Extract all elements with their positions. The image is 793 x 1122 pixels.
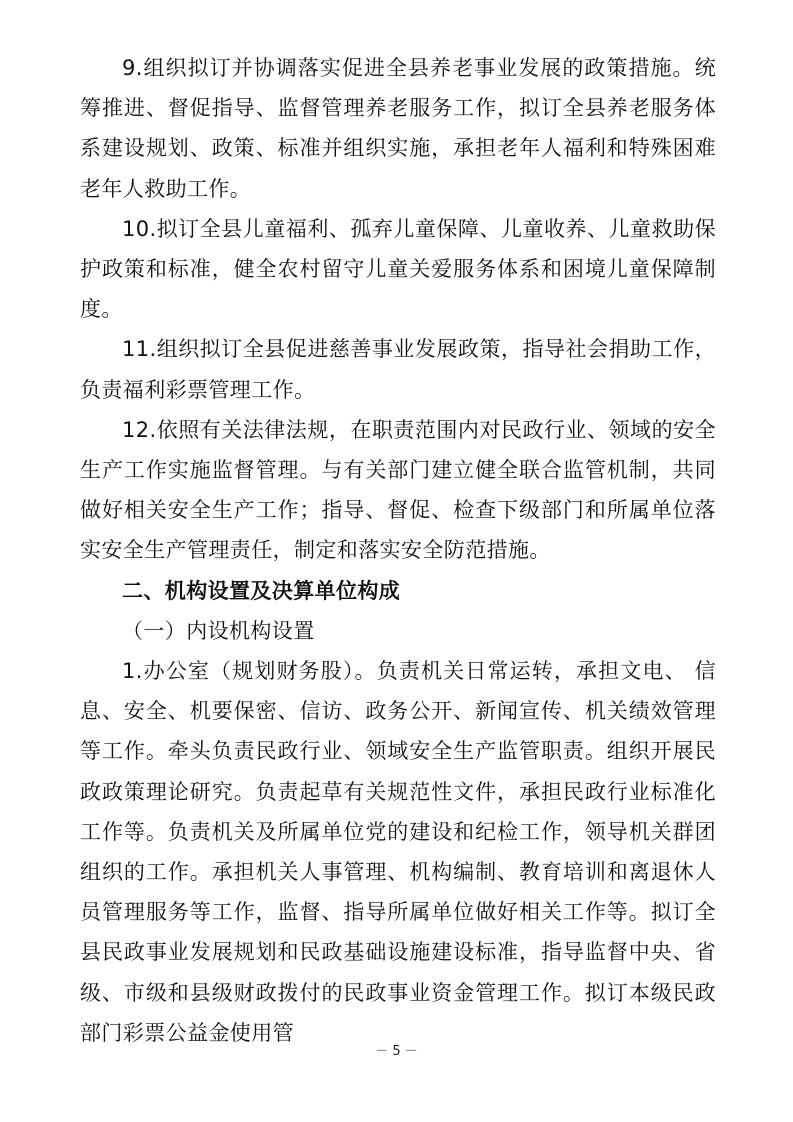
paragraph-item-11: 11.组织拟订全县促进慈善事业发展政策，指导社会捐助工作，负责福利彩票管理工作。 [80, 337, 716, 402]
page-number: － 5 － [375, 1044, 418, 1059]
subsection-heading: （一）内设机构设置 [122, 618, 315, 643]
section-heading: 二、机构设置及决算单位构成 [122, 578, 401, 603]
paragraph-item-10: 10.拟订全县儿童福利、孤弃儿童保障、儿童收养、儿童救助保护政策和标准，健全农村留守儿童关爱服务体系和困境儿童保障制度。 [80, 216, 716, 322]
paragraph-item-9: 9.组织拟订并协调落实促进全县养老事业发展的政策措施。统筹推进、督促指导、监督管理养老服务工作，拟订全县养老服务体系建设规划、政策、标准并组织实施，承担老年人福利和特殊困难老年人救助工作。 [80, 56, 716, 201]
office-paragraph: 1.办公室（规划财务股）。负责机关日常运转，承担文电、 信息、安全、机要保密、信访、政务公开、新闻宣传、机关绩效管理等工作。牵头负责民政行业、领域安全生产监管职责。组织开展民政政策理论研究。负责起草有关规范性文件，承担民政行业标准化工作等。负责机关及所属单位党的建设和纪检工作，领导机关群团组织的工作。承担机关人事管理、机构编制、教育培训和离退休人员管理服务等工作，监督、指导所属单位做好相关工作等。拟订全县民政事业发展规划和民政基础设施建设标准，指导监督中央、省级、市级和县级财政拨付的民政事业资金管理工作。拟订本级民政部门彩票公益金使用管 [80, 659, 716, 1045]
paragraph-item-12: 12.依照有关法律法规，在职责范围内对民政行业、领域的安全生产工作实施监督管理。与有关部门建立健全联合监管机制，共同做好相关安全生产工作；指导、督促、检查下级部门和所属单位落实安全生产管理责任，制定和落实安全防范措施。 [80, 417, 716, 563]
document-page [80, 48, 716, 1053]
